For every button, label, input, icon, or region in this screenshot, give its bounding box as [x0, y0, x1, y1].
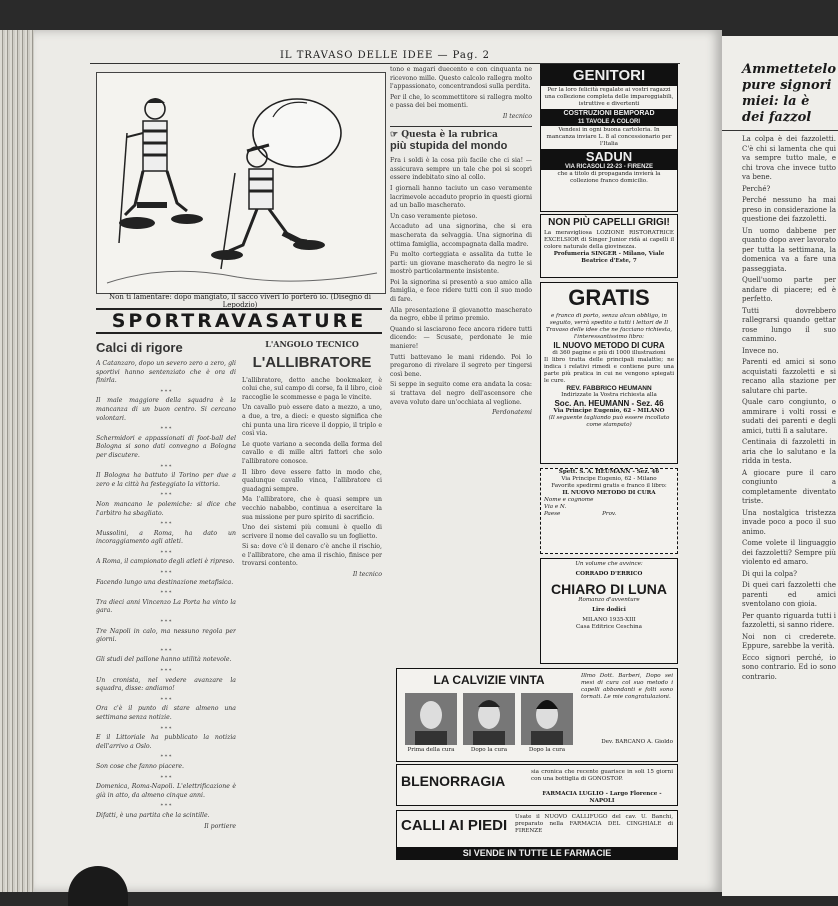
paragraph: Il male maggiore della squadra è la mancanza di un buon centro. Si cercano volontari.: [96, 397, 236, 422]
paragraph: Son cose che fanno piacere.: [96, 762, 184, 770]
genitori-title: GENITORI: [541, 65, 677, 86]
chiaro-title: CHIARO DI LUNA: [551, 581, 667, 597]
coupon-ask: Favorite spedirmi gratis e franco il libro:: [551, 483, 667, 489]
paragraph: Un cavallo può essere dato a mezzo, a uno, a due, a tre, a dieci: e questo significa che chi punta una lira riceve il doppio, il triplo e così via.: [242, 404, 382, 438]
separator-stars: * * *: [160, 492, 172, 499]
paragraph: Accaduto ad una signorina, che si era mascherata da selvaggia. Una signorina di ottima famiglia, accompagnata dalla madre.: [390, 223, 532, 248]
paragraph: Ma l'allibratore, che è quasi sempre un vecchio nababbo, continua a esercitare la sua missione per puro spirito di sacrificio.: [242, 496, 382, 521]
coupon-name: Nome e cognome: [544, 497, 594, 503]
calvizie-letter: Illmo Dott. Barberi, Dopo sei mesi di cura col suo metodo i capelli abbondanti e folti sono tornati. Le mie congratulazioni.: [581, 673, 673, 700]
chiaro-subtitle: Romanzo d'avventure: [578, 597, 640, 603]
paragraph: Noi non ci crederete. Eppure, sarebbe la verità.: [742, 632, 836, 650]
capelli-body: La meravigliosa LOZIONE RISTORATRICE EXCELSIOR di Singer Junior ridà ai capelli il colore naturale della giovinezza.: [544, 230, 674, 250]
genitori-band: COSTRUZIONI BEMPORAD: [541, 109, 677, 118]
angolo-title: L'ALLIBRATORE: [252, 353, 372, 371]
ad-calvizie: [396, 668, 678, 762]
gratis-intro: e franco di porto, senza alcun obbligo, in seguito, verrà spedito a tutti i lettori de Il Travaso delle idee che ne facciano richiesta, l'interessantissimo libro:: [545, 313, 673, 340]
paragraph: Ecco signori perché, io sono contrario. Ed io sono contrario.: [742, 653, 836, 681]
section-title: SPORTRAVASATURE: [96, 308, 382, 334]
blenorragia-title: BLENORRAGIA: [401, 773, 506, 789]
capelli-title: NON PIÙ CAPELLI GRIGI!: [548, 217, 670, 228]
paragraph: Mussolini, a Roma, ha dato un incoraggiamento agli atleti.: [96, 529, 236, 546]
rubrica-kicker-text: Questa è la rubrica: [401, 129, 498, 140]
paragraph: Fra i soldi è la cosa più facile che ci sia! — assicurava sempre un tale che poi si scoprì essere indebitato sino al collo.: [390, 157, 532, 182]
paragraph: Non mancano le polemiche: si dice che l'arbitro ha sbagliato.: [96, 500, 236, 517]
portraits-photo: [405, 693, 575, 745]
paragraph: Un uomo dabbene per quanto dopo aver lavorato per tutta la settimana, la domenica va a fare una passeggiata.: [742, 226, 836, 273]
gratis-address: Via Principe Eugenio, 62 - MILANO: [553, 408, 665, 414]
separator-stars: * * *: [160, 463, 172, 470]
caption-credit: (Disegno di Lepodzio): [222, 293, 371, 309]
col3-top-body: [390, 66, 532, 111]
paragraph: Si sa: dove c'è il denaro c'è anche il rischio, e l'allibratore, che ama il rischio, finisce per trovarsi contento.: [242, 543, 382, 568]
coupon-street: Via e N.: [544, 504, 567, 510]
paragraph: Tre Napoli in calo, ma nessuno regola per giorni.: [96, 627, 236, 644]
paragraph: Perché nessuno ha mai preso in considerazione la questione dei fazzoletti.: [742, 196, 836, 223]
paragraph: Quale caro congiunto, o ammirare i volti rossi e sudati dei parenti e degli amici, tutti lì a salutare.: [742, 398, 836, 435]
paragraph: Tutti dovrebbero rallegrarsi quando gettar rose lungo il suo cammino.: [742, 306, 836, 343]
genitori-address: VIA RICASOLI 22-23 - FIRENZE: [541, 164, 677, 170]
ad-capelli: [540, 214, 678, 278]
cartoon-caption: [96, 293, 384, 309]
paragraph: Quando si lasciarono fece ancora ridere tutti dicendo: — Scusate, perdonate le mie maniere!: [390, 325, 532, 351]
paragraph: Quell'uomo parte per andare di piacere; ed è perfetto.: [742, 276, 836, 303]
angolo-signature: Il tecnico: [352, 571, 382, 579]
calli-bottom: SI VENDE IN TUTTE LE FARMACIE: [397, 847, 677, 859]
ad-calli: [396, 810, 678, 860]
paragraph: Perché?: [742, 184, 771, 193]
ad-blenorragia: [396, 764, 678, 806]
paragraph: Uno dei sistemi più comuni è quello di scrivere il nome del cavallo su un foglietto.: [242, 524, 382, 540]
chiaro-publisher: MILANO 1935-XIII: [582, 617, 636, 623]
paragraph: Centinaia di fazzoletti in aria che lo salutano e la ridda in testa.: [742, 438, 836, 465]
paragraph: L'allibratore, detto anche bookmaker, è colui che, sul campo di corse, fa il libro, cioè raccoglie le scommesse e paga le vincite.: [242, 376, 382, 401]
paragraph: A Catanzaro, dopo un severo zero a zero, gli sportivi hanno sentenziato che è ora di finirla.: [96, 360, 236, 385]
coupon-prov: Prov.: [602, 511, 617, 517]
paragraph: Domenica, Roma-Napoli. L'elettrificazione è già in atto, da almeno cinque anni.: [96, 783, 236, 799]
coupon: [540, 468, 678, 554]
pointing-hand-icon: ☞: [390, 129, 399, 140]
paragraph: Invece no.: [742, 346, 779, 355]
paragraph: E il Littoriale ha pubblicato la notizia dell'arrivo a Oslo.: [96, 734, 236, 750]
paragraph: A Roma, il campionato degli atleti è ripreso.: [96, 558, 235, 566]
paragraph: Le quote variano a seconda della forma del cavallo e di mille altri fattori che solo l'allibratore conosce.: [242, 440, 382, 465]
next-page: [722, 36, 838, 896]
gratis-note: (Il seguente tagliando può essere incollato come stampato): [548, 415, 670, 428]
separator-stars: * * *: [160, 570, 172, 577]
rubrica-signature: Perdonatemi: [492, 409, 532, 417]
page-header: IL TRAVASO DELLE IDEE — Pag. 2: [90, 50, 680, 64]
cartoon-illustration: [96, 72, 386, 294]
paragraph: Il Bologna ha battuto il Torino per due a zero e la città ha festeggiato la vittoria.: [96, 472, 236, 488]
separator-stars: * * *: [160, 803, 172, 810]
paragraph: Facendo lungo una destinazione metafisica.: [96, 578, 234, 586]
next-page-body: [722, 131, 838, 684]
calvizie-photos: [405, 693, 575, 745]
chiaro-price: Lire dodici: [592, 607, 626, 613]
separator-stars: * * *: [160, 426, 172, 433]
paragraph: Gli studi del pallone hanno utilità notevole.: [96, 656, 232, 664]
chiaro-intro: Un volume che avvince:: [575, 561, 643, 567]
angolo-body: [242, 377, 382, 569]
separator-stars: * * *: [160, 774, 172, 781]
paragraph: Una nostalgica tristezza invade poco a poco il suo animo.: [742, 508, 836, 536]
separator-stars: * * *: [160, 668, 172, 674]
separator-stars: * * *: [160, 521, 172, 528]
calvizie-sign: Dev. BARCANO A. Gioldo: [601, 739, 673, 745]
rubrica-kicker: [390, 131, 532, 140]
ad-genitori: [540, 64, 678, 212]
separator-stars: * * *: [160, 549, 172, 556]
paragraph: Il libro deve essere fatto in modo che, qualunque cavallo vinca, l'allibratore ci guadagni sempre.: [242, 468, 382, 493]
coupon-town: Paese: [544, 511, 561, 517]
paragraph: La colpa è dei fazzoletti. C'è chi si lamenta che qui va sempre tutto male, e chi trova che invece tutto va bene.: [742, 135, 836, 181]
chiaro-publisher2: Casa Editrice Ceschina: [576, 624, 642, 630]
paragraph: Come volete il linguaggio dei fazzoletti? Sempre più violento ed amaro.: [742, 539, 836, 566]
paragraph: Alla presentazione il giovanotto mascherato da negro, ebbe il primo premio.: [390, 306, 532, 323]
genitori-line2: Vendesi in ogni buona cartoleria. In mancanza inviare L. 8 al concessionario per l'Italia: [546, 127, 672, 147]
calci-title: Calci di rigore: [96, 340, 183, 355]
separator-stars: * * *: [160, 647, 172, 654]
coupon-to2: Via Principe Eugenio, 62 - Milano: [561, 476, 657, 482]
gratis-body: Il libro tratta delle principali malattie; ne indica i relativi rimedi e contiene pure una parte più pratica in cui ne vengono spiegati le cure.: [544, 357, 674, 384]
genitori-brand: SADUN: [541, 149, 677, 164]
paragraph: Difatti, è una partita che la scintille.: [96, 811, 210, 819]
blenorragia-shop: FARMACIA LUGLIO - Largo Florence - NAPOLI: [542, 791, 662, 804]
calci-signature: Il portiere: [204, 822, 236, 830]
paragraph: Tutti battevano le mani ridendo. Poi lo pregarono di rivelare il segreto per tingersi così bene.: [390, 353, 532, 378]
ad-chiaro-di-luna: [540, 558, 678, 664]
rubrica-body: [390, 157, 532, 407]
angolo-kicker: L'ANGOLO TECNICO: [265, 340, 359, 349]
separator-stars: * * *: [160, 725, 172, 732]
next-page-title: Ammettetelo pure signori miei: la è dei fazzol: [722, 36, 838, 131]
gratis-book: IL NUOVO METODO DI CURA: [553, 341, 665, 350]
blenorragia-body: sia cronica che recente guarisce in soli 15 giorni con una bottiglia di GONOSTOP.: [531, 769, 673, 782]
gratis-company: Soc. An. HEUMANN - Sez. 46: [554, 399, 664, 408]
calvizie-cap2: Dopo la cura: [470, 747, 508, 753]
paragraph: Un caso veramente pietoso.: [390, 212, 478, 220]
rubrica-title: più stupida del mondo: [390, 140, 508, 153]
paragraph: Parenti ed amici si sono acquistati fazzoletti e si recano alla stazione per salutare chi parte.: [742, 358, 836, 395]
genitori-line1: Per la loro felicità regalate ai vostri ragazzi una collezione completa delle impareggiabili, istruttive e divertenti: [544, 87, 674, 107]
coupon-book: IL NUOVO METODO DI CURA: [562, 490, 656, 496]
paragraph: Si seppe in seguito come era andata la cosa: si trattava del negro dell'ascensore che aveva voluto dare un'occhiata al veglione.: [390, 381, 532, 406]
separator-stars: * * *: [160, 388, 172, 395]
chiaro-author: CORRADO D'ERRICO: [575, 571, 643, 577]
calli-title: CALLI AI PIEDI: [401, 817, 508, 834]
paragraph: A giocare pure il caro congiunto a completamente diventato triste.: [742, 468, 836, 505]
separator-stars: * * *: [160, 590, 172, 597]
paragraph: Per quanto riguarda tutti i fazzoletti, si sanno ridere.: [742, 611, 836, 629]
paragraph: Un cronista, nel vedere avanzare la squadra, disse: andiamo!: [96, 676, 236, 693]
genitori-line3: che a titolo di propaganda invierà la collezione franco domicilio.: [557, 171, 661, 184]
capelli-footer: Profumeria SINGER - Milano, Viale Beatrice d'Este, 7: [553, 251, 665, 264]
paragraph: tono e magari duecento e con cinquanta ne ricevono mille. Questo calcolo rallegra molto l'appassionato, concentrandosi sulla perdita.: [390, 66, 532, 91]
paragraph: Fu molto corteggiata e assalita da tutte le parti: un giovane mascherato da negro le si mostrò particolarmente insistente.: [390, 251, 532, 276]
paragraph: Tra dieci anni Vincenzo La Porta ha vinto la gara.: [96, 598, 236, 615]
book-spine: [0, 30, 34, 892]
calvizie-cap1: Prima della cura: [407, 747, 455, 753]
calvizie-title: LA CALVIZIE VINTA: [433, 673, 545, 687]
paragraph: Poi la signorina si presentò a suo amico alla famiglia, e fece ridere tutti con il suo modo di fare.: [390, 278, 532, 304]
genitori-band2: 11 TAVOLE A COLORI: [541, 118, 677, 126]
paragraph: Di quei cari fazzoletti che parenti ed amici sventolano con gioia.: [742, 581, 836, 608]
calvizie-cap3: Dopo la cura: [528, 747, 566, 753]
paragraph: Per il che, lo scommettitore si rallegra molto e passa dei bei momenti.: [390, 93, 532, 110]
calci-body: [96, 360, 236, 821]
col3-top-signature: Il tecnico: [502, 112, 532, 120]
separator-stars: * * *: [160, 696, 172, 703]
separator-stars: * * *: [160, 619, 172, 626]
paragraph: Ora c'è il punto di stare almeno una settimana senza notizie.: [96, 705, 236, 721]
hikers-drawing: [97, 73, 385, 293]
column-calci: [96, 340, 236, 862]
gratis-title: GRATIS: [568, 285, 650, 310]
paragraph: I giornali hanno taciuto un caso veramente lacrimevole accaduto proprio in questi giorni ad un ballo mascherato.: [390, 184, 532, 210]
gratis-from: REV. FABBRICO HEUMANN: [566, 385, 652, 392]
ad-gratis: [540, 282, 678, 464]
coupon-to: Spett. S. A. HEUMANN - Sez. 46: [558, 469, 660, 475]
calli-body: Usate il NUOVO CALLIFUGO del cav. U. Banchi, preparato nella FARMACIA DEL CINGHIALE di FIRENZE: [515, 814, 673, 834]
gratis-pages: di 360 pagine e più di 1000 illustrazioni: [552, 350, 666, 356]
paragraph: Schermidori e appassionati di foot-ball del Bologna si sono dati convegno a Bologna per discutere.: [96, 434, 236, 459]
paragraph: Di qui la colpa?: [742, 569, 797, 578]
gratis-from2: Indirizzate la Vostra richiesta alla: [561, 392, 657, 398]
caption-text: Non ti lamentare: dopo mangiato, il sacco viveri lo porterò io.: [109, 293, 329, 301]
column-angolo: [242, 340, 382, 862]
separator-stars: * * *: [160, 754, 172, 761]
